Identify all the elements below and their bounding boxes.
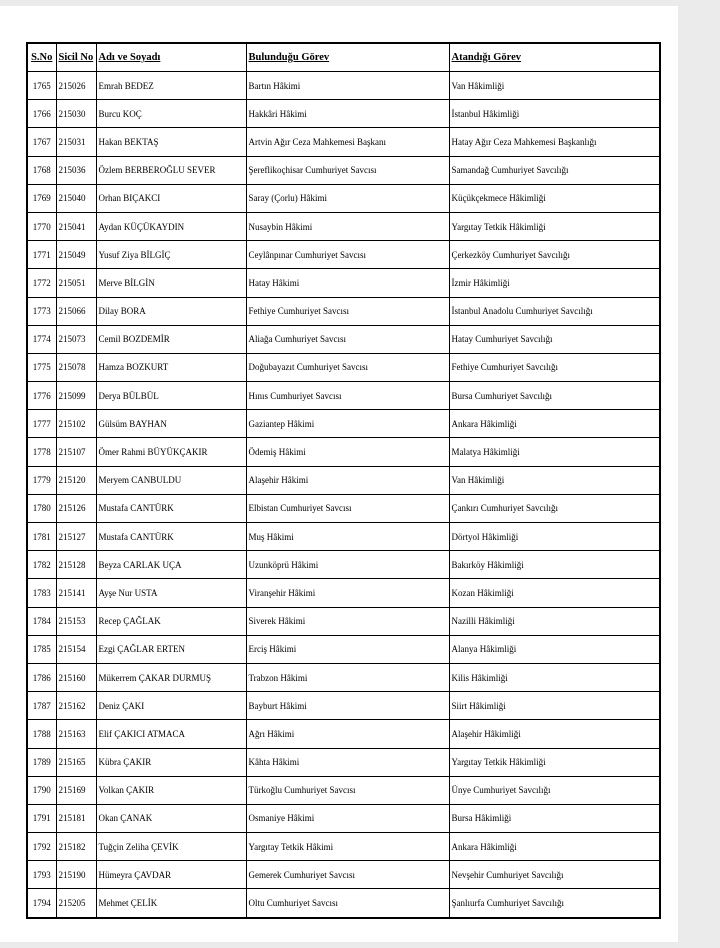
cell-name: Yusuf Ziya BİLGİÇ [96,241,246,269]
cell-sno: 1793 [27,861,56,889]
cell-appointed-post: Nevşehir Cumhuriyet Savcılığı [449,861,660,889]
appointment-table [26,42,661,919]
table-row [27,156,660,184]
header-appointed-post: Atandığı Görev [449,43,660,72]
cell-current-post: Doğubayazıt Cumhuriyet Savcısı [246,353,449,381]
table-row [27,889,660,918]
cell-sicil-no: 215169 [56,776,96,804]
cell-sno: 1773 [27,297,56,325]
table-row [27,269,660,297]
cell-current-post: Nusaybin Hâkimi [246,212,449,240]
cell-sno: 1783 [27,579,56,607]
cell-name: Ayşe Nur USTA [96,579,246,607]
cell-sicil-no: 215127 [56,523,96,551]
cell-name: Aydan KÜÇÜKAYDIN [96,212,246,240]
cell-current-post: Trabzon Hâkimi [246,663,449,691]
cell-sicil-no: 215041 [56,212,96,240]
cell-sno: 1785 [27,635,56,663]
cell-appointed-post: Van Hâkimliği [449,466,660,494]
cell-sno: 1767 [27,128,56,156]
cell-appointed-post: İstanbul Anadolu Cumhuriyet Savcılığı [449,297,660,325]
cell-sno: 1790 [27,776,56,804]
cell-appointed-post: Çankırı Cumhuriyet Savcılığı [449,494,660,522]
cell-sicil-no: 215073 [56,325,96,353]
cell-sicil-no: 215162 [56,692,96,720]
table-row [27,720,660,748]
cell-sicil-no: 215030 [56,100,96,128]
cell-current-post: Erciş Hâkimi [246,635,449,663]
cell-sicil-no: 215026 [56,72,96,100]
table-row [27,579,660,607]
cell-current-post: Şereflikoçhisar Cumhuriyet Savcısı [246,156,449,184]
cell-sno: 1770 [27,212,56,240]
table-row [27,523,660,551]
cell-appointed-post: Yargıtay Tetkik Hâkimliği [449,212,660,240]
cell-sicil-no: 215163 [56,720,96,748]
table-row [27,72,660,100]
cell-name: Elif ÇAKICI ATMACA [96,720,246,748]
cell-current-post: Aliağa Cumhuriyet Savcısı [246,325,449,353]
cell-name: Burcu KOÇ [96,100,246,128]
cell-current-post: Muş Hâkimi [246,523,449,551]
cell-sicil-no: 215160 [56,663,96,691]
cell-sno: 1766 [27,100,56,128]
cell-appointed-post: Hatay Ağır Ceza Mahkemesi Başkanlığı [449,128,660,156]
table-row [27,861,660,889]
cell-name: Ömer Rahmi BÜYÜKÇAKIR [96,438,246,466]
cell-appointed-post: Ünye Cumhuriyet Savcılığı [449,776,660,804]
cell-appointed-post: Van Hâkimliği [449,72,660,100]
cell-appointed-post: Dörtyol Hâkimliği [449,523,660,551]
cell-name: Beyza CARLAK UÇA [96,551,246,579]
cell-name: Hakan BEKTAŞ [96,128,246,156]
cell-sno: 1772 [27,269,56,297]
cell-appointed-post: Çerkezköy Cumhuriyet Savcılığı [449,241,660,269]
cell-appointed-post: Kilis Hâkimliği [449,663,660,691]
table-row [27,494,660,522]
cell-appointed-post: Siirt Hâkimliği [449,692,660,720]
cell-sno: 1768 [27,156,56,184]
cell-appointed-post: Şanlıurfa Cumhuriyet Savcılığı [449,889,660,918]
cell-current-post: Uzunköprü Hâkimi [246,551,449,579]
cell-appointed-post: Bursa Hâkimliği [449,804,660,832]
cell-appointed-post: İstanbul Hâkimliği [449,100,660,128]
cell-sno: 1784 [27,607,56,635]
cell-sicil-no: 215126 [56,494,96,522]
cell-appointed-post: Fethiye Cumhuriyet Savcılığı [449,353,660,381]
cell-current-post: Saray (Çorlu) Hâkimi [246,184,449,212]
header-name: Adı ve Soyadı [96,43,246,72]
cell-name: Hümeyra ÇAVDAR [96,861,246,889]
document-page [0,6,678,942]
cell-current-post: Hatay Hâkimi [246,269,449,297]
cell-appointed-post: Hatay Cumhuriyet Savcılığı [449,325,660,353]
cell-current-post: Bartın Hâkimi [246,72,449,100]
cell-name: Ezgi ÇAĞLAR ERTEN [96,635,246,663]
cell-name: Cemil BOZDEMİR [96,325,246,353]
table-row [27,692,660,720]
table-row [27,438,660,466]
header-sicil-no: Sicil No [56,43,96,72]
cell-name: Kübra ÇAKIR [96,748,246,776]
table-row [27,551,660,579]
cell-sicil-no: 215066 [56,297,96,325]
cell-name: Mükerrem ÇAKAR DURMUŞ [96,663,246,691]
table-row [27,607,660,635]
cell-name: Hamza BOZKURT [96,353,246,381]
cell-current-post: Gaziantep Hâkimi [246,410,449,438]
cell-sno: 1774 [27,325,56,353]
table-row [27,382,660,410]
cell-sicil-no: 215099 [56,382,96,410]
cell-sicil-no: 215107 [56,438,96,466]
cell-appointed-post: Ankara Hâkimliği [449,833,660,861]
cell-appointed-post: Malatya Hâkimliği [449,438,660,466]
cell-sno: 1776 [27,382,56,410]
cell-current-post: Elbistan Cumhuriyet Savcısı [246,494,449,522]
cell-sno: 1771 [27,241,56,269]
cell-sno: 1787 [27,692,56,720]
cell-name: Mustafa CANTÜRK [96,523,246,551]
cell-appointed-post: Ankara Hâkimliği [449,410,660,438]
cell-appointed-post: Bakırköy Hâkimliği [449,551,660,579]
cell-name: Okan ÇANAK [96,804,246,832]
cell-name: Recep ÇAĞLAK [96,607,246,635]
cell-sicil-no: 215128 [56,551,96,579]
cell-name: Mehmet ÇELİK [96,889,246,918]
cell-sno: 1777 [27,410,56,438]
cell-sicil-no: 215181 [56,804,96,832]
cell-sno: 1789 [27,748,56,776]
cell-name: Deniz ÇAKI [96,692,246,720]
cell-sicil-no: 215182 [56,833,96,861]
cell-sno: 1792 [27,833,56,861]
cell-current-post: Ödemiş Hâkimi [246,438,449,466]
table-row [27,100,660,128]
table-row [27,353,660,381]
table-row [27,212,660,240]
cell-sicil-no: 215190 [56,861,96,889]
table-row [27,466,660,494]
cell-sno: 1781 [27,523,56,551]
cell-sicil-no: 215153 [56,607,96,635]
cell-sicil-no: 215040 [56,184,96,212]
cell-sno: 1769 [27,184,56,212]
cell-appointed-post: Küçükçekmece Hâkimliği [449,184,660,212]
table-row [27,410,660,438]
cell-appointed-post: Alaşehir Hâkimliği [449,720,660,748]
cell-name: Gülsüm BAYHAN [96,410,246,438]
table-row [27,297,660,325]
cell-current-post: Hakkâri Hâkimi [246,100,449,128]
cell-sno: 1775 [27,353,56,381]
cell-current-post: Siverek Hâkimi [246,607,449,635]
cell-sno: 1791 [27,804,56,832]
cell-name: Meryem CANBULDU [96,466,246,494]
table-row [27,748,660,776]
cell-name: Volkan ÇAKIR [96,776,246,804]
cell-sicil-no: 215165 [56,748,96,776]
table-row [27,325,660,353]
cell-current-post: Bayburt Hâkimi [246,692,449,720]
cell-sicil-no: 215102 [56,410,96,438]
cell-current-post: Viranşehir Hâkimi [246,579,449,607]
table-row [27,776,660,804]
cell-sno: 1780 [27,494,56,522]
cell-current-post: Türkoğlu Cumhuriyet Savcısı [246,776,449,804]
cell-appointed-post: Bursa Cumhuriyet Savcılığı [449,382,660,410]
cell-current-post: Alaşehir Hâkimi [246,466,449,494]
cell-name: Mustafa CANTÜRK [96,494,246,522]
cell-name: Derya BÜLBÜL [96,382,246,410]
cell-current-post: Ağrı Hâkimi [246,720,449,748]
table-row [27,663,660,691]
cell-current-post: Kâhta Hâkimi [246,748,449,776]
cell-sicil-no: 215141 [56,579,96,607]
cell-appointed-post: Yargıtay Tetkik Hâkimliği [449,748,660,776]
cell-name: Özlem BERBEROĞLU SEVER [96,156,246,184]
cell-sicil-no: 215205 [56,889,96,918]
cell-name: Tuğçin Zeliha ÇEVİK [96,833,246,861]
cell-current-post: Artvin Ağır Ceza Mahkemesi Başkanı [246,128,449,156]
cell-sicil-no: 215051 [56,269,96,297]
cell-sno: 1788 [27,720,56,748]
cell-current-post: Oltu Cumhuriyet Savcısı [246,889,449,918]
cell-current-post: Osmaniye Hâkimi [246,804,449,832]
cell-sicil-no: 215049 [56,241,96,269]
header-current-post: Bulunduğu Görev [246,43,449,72]
cell-name: Dilay BORA [96,297,246,325]
cell-current-post: Ceylânpınar Cumhuriyet Savcısı [246,241,449,269]
cell-sicil-no: 215154 [56,635,96,663]
cell-sicil-no: 215036 [56,156,96,184]
cell-appointed-post: Samandağ Cumhuriyet Savcılığı [449,156,660,184]
cell-sicil-no: 215031 [56,128,96,156]
cell-current-post: Gemerek Cumhuriyet Savcısı [246,861,449,889]
cell-name: Emrah BEDEZ [96,72,246,100]
table-row [27,833,660,861]
cell-appointed-post: Alanya Hâkimliği [449,635,660,663]
cell-sno: 1765 [27,72,56,100]
table-row [27,128,660,156]
table-row [27,804,660,832]
cell-current-post: Hınıs Cumhuriyet Savcısı [246,382,449,410]
cell-appointed-post: Kozan Hâkimliği [449,579,660,607]
cell-sicil-no: 215078 [56,353,96,381]
table-row [27,241,660,269]
cell-sno: 1786 [27,663,56,691]
cell-sicil-no: 215120 [56,466,96,494]
cell-sno: 1782 [27,551,56,579]
cell-current-post: Yargıtay Tetkik Hâkimi [246,833,449,861]
cell-sno: 1779 [27,466,56,494]
cell-name: Merve BİLGİN [96,269,246,297]
cell-name: Orhan BIÇAKCI [96,184,246,212]
cell-sno: 1778 [27,438,56,466]
cell-appointed-post: Nazilli Hâkimliği [449,607,660,635]
cell-current-post: Fethiye Cumhuriyet Savcısı [246,297,449,325]
table-row [27,635,660,663]
cell-appointed-post: İzmir Hâkimliği [449,269,660,297]
table-row [27,184,660,212]
header-sno: S.No [27,43,56,72]
cell-sno: 1794 [27,889,56,918]
table-header-row [27,43,660,72]
